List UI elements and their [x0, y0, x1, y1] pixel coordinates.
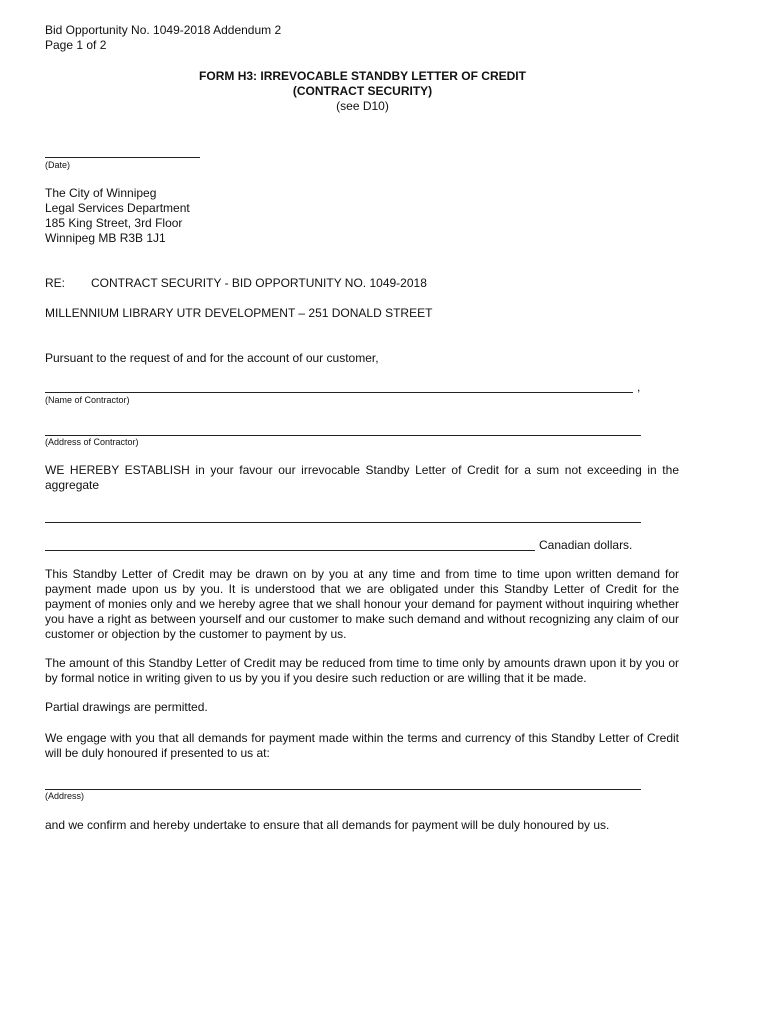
contractor-address-caption: (Address of Contractor): [45, 437, 139, 447]
re-project: MILLENNIUM LIBRARY UTR DEVELOPMENT – 251 DONALD STREET: [45, 306, 433, 320]
reduced-paragraph: The amount of this Standby Letter of Credit may be reduced from time to time only by amounts drawn upon it by you or by formal notice in writing given to us by you if you desire such reduction or are willing that it be made.: [45, 656, 679, 685]
form-title-block: [0, 69, 725, 114]
addressee-line-3: 185 King Street, 3rd Floor: [45, 216, 183, 230]
addressee-line-2: Legal Services Department: [45, 201, 190, 215]
engage-paragraph: We engage with you that all demands for payment made within the terms and currency of this Standby Letter of Credit will be duly honoured if presented to us at:: [45, 731, 679, 760]
contractor-name-line[interactable]: [45, 392, 633, 393]
currency-text: Canadian dollars.: [539, 538, 633, 552]
amount-line-1[interactable]: [45, 522, 641, 523]
address-blank-line[interactable]: [45, 789, 641, 790]
contractor-name-caption: (Name of Contractor): [45, 395, 130, 405]
form-subtitle: (CONTRACT SECURITY): [292, 84, 433, 98]
contractor-name-comma: ,: [637, 380, 641, 394]
amount-line-2[interactable]: [45, 550, 535, 551]
address-caption: (Address): [45, 791, 85, 801]
confirm-paragraph: and we confirm and hereby undertake to ensure that all demands for payment will be duly honoured by us.: [45, 818, 610, 832]
partial-paragraph: Partial drawings are permitted.: [45, 700, 208, 714]
form-reference: (see D10): [336, 99, 389, 113]
establish-paragraph: WE HEREBY ESTABLISH in your favour our irrevocable Standby Letter of Credit for a sum not exceeding in the aggregate: [45, 463, 679, 492]
document-header: [45, 23, 281, 53]
drawn-paragraph: This Standby Letter of Credit may be drawn on by you at any time and from time to time upon written demand for payment made upon us by you. It is understood that we are obligated under this Standby Letter of Credit for the payment of monies only and we hereby agree that we shall honour your demand for payment without inquiring whether you have a right as between yourself and our customer to make such demand and without recognizing any claim of our customer or objection by the customer to payment by us.: [45, 567, 679, 641]
header-page-line: Page 1 of 2: [45, 38, 107, 52]
header-bid-line: Bid Opportunity No. 1049-2018 Addendum 2: [45, 23, 282, 37]
contractor-address-line[interactable]: [45, 435, 641, 436]
re-label: RE:: [45, 276, 66, 290]
form-title: FORM H3: IRREVOCABLE STANDBY LETTER OF CREDIT: [199, 69, 526, 83]
addressee-line-4: Winnipeg MB R3B 1J1: [45, 231, 166, 245]
re-subject: CONTRACT SECURITY - BID OPPORTUNITY NO. 1049-2018: [91, 276, 427, 290]
pursuant-text: Pursuant to the request of and for the account of our customer,: [45, 351, 379, 365]
addressee-block: [45, 186, 190, 246]
addressee-line-1: The City of Winnipeg: [45, 186, 157, 200]
date-caption: (Date): [45, 160, 71, 170]
date-blank-line[interactable]: [45, 157, 200, 158]
